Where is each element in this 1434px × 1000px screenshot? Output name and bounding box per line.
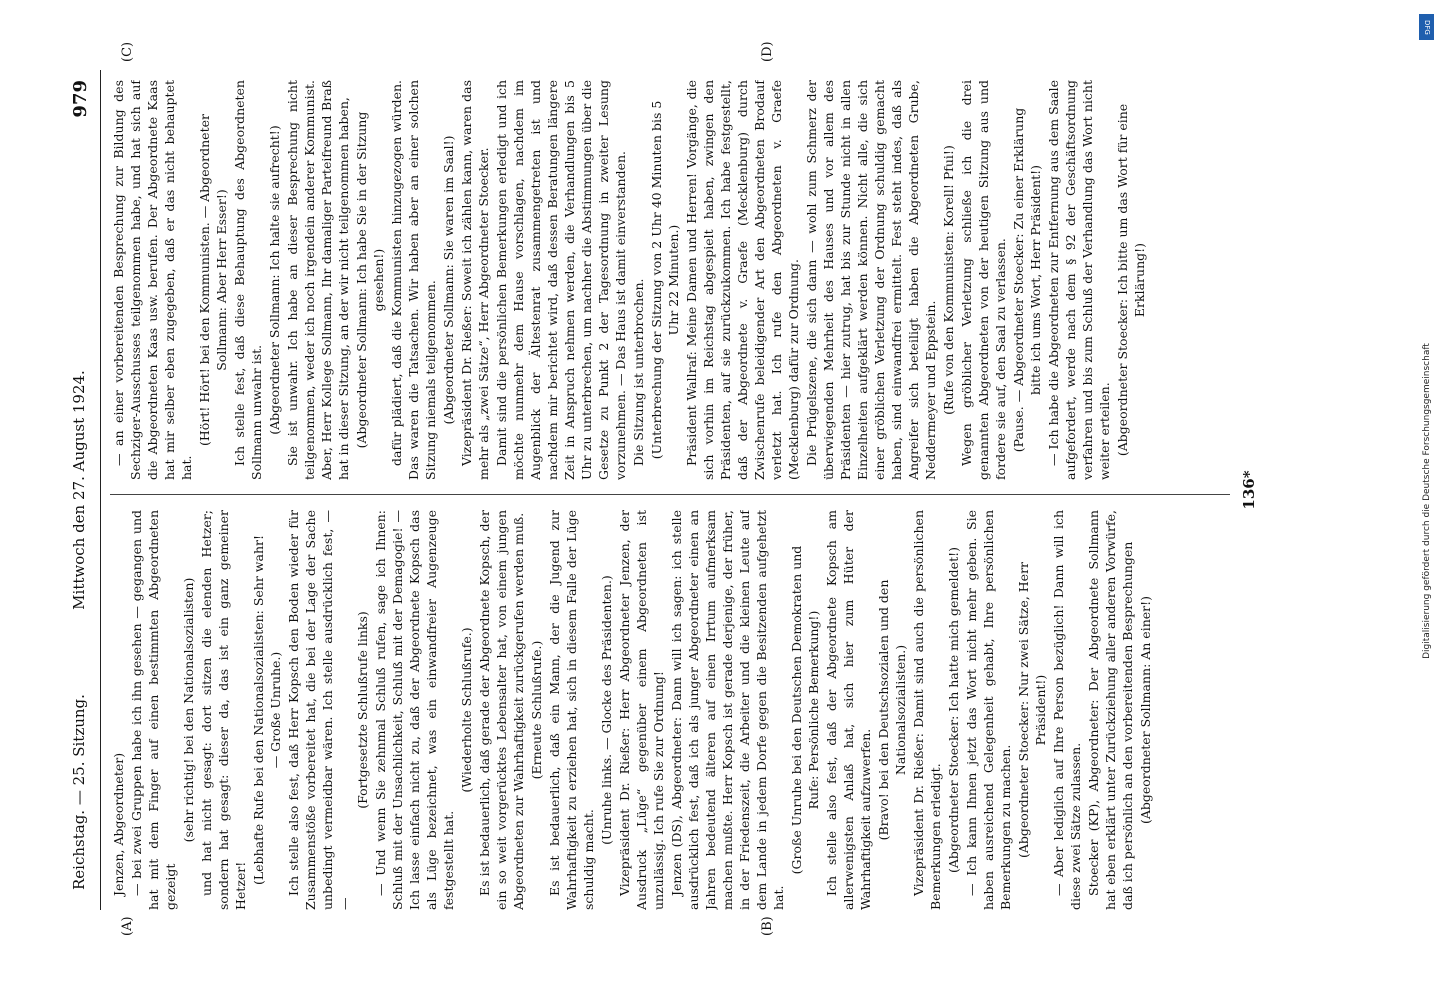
margin-mark-a: (A) [120,916,135,936]
column-divider [110,494,1230,495]
paragraph: Ich stelle also fest, daß Herr Kopsch den Boden wieder für Zusammenstöße vorbereitet hat, die bei der Lage der Sache unbedingt vermeidbar wären. Ich stelle ausdrücklich fest, — — [286,510,352,910]
side-margin [1418,6,1434,996]
paragraph: Die Prügelszene, die sich dann — wohl zum Schmerz der überwiegenden Mehrheit des Hauses und vor allem des Präsidenten — hier zutrug, hat bis zur Stunde nicht in allen Einzelheiten aufgeklärt werden können. Nicht alle, die sich einer gröblichen Verletzung der Ordnung schuldig gemacht haben, sind einwandfrei ermittelt. Fest steht indes, daß als Angreifer sich beteiligt haben die Abgeordneten Grube, Neddermeyer und Eppstein. [804,80,938,480]
paragraph: — Ich habe die Abgeordneten zur Entfernung aus dem Saale aufgefordert, werde nach dem § 92 der Geschäftsordnung verfahren und bis zum Schluß der Verhandlung das Wort nicht weiter erteilen. [1046,80,1112,480]
margin-mark-d: (D) [760,41,775,62]
paragraph: Ich stelle also fest, daß der Abgeordnete Kopsch am allerwenigsten Anlaß hat, sich hier zum Hüter der Wahrhaftigkeit aufzuwerfen. [824,510,873,910]
paragraph: (Lebhafte Rufe bei den Nationalsozialisten: Sehr wahr! — Große Unruhe.) [251,535,283,885]
paragraph: (Erneute Schlußrufe.) [529,640,544,780]
paragraph: (Abgeordneter Sollmann: An einer!) [1138,595,1153,825]
paragraph: Vizepräsident Dr. Rießer: Damit sind auch die persönlichen Bemerkungen erledigt. [911,510,943,910]
paragraph: (Abgeordneter Stoecker: Ich hatte mich gemeldet!) [946,547,961,873]
page-footer-signature: 136* [1240,470,1258,510]
rotated-page-canvas [0,41,1434,950]
paragraph: Sie ist unwahr. Ich habe an dieser Besprechung nicht teilgenommen, weder ich noch irgendein anderer Kommunist. Aber, Herr Kollege Sollmann, Ihr damaliger Parteifreund Braß hat in dieser Sitzung, an der wir nicht teilgenommen haben, [285,80,351,480]
paragraph: Die Sitzung ist unterbrochen. [631,278,646,466]
paragraph: Vizepräsident Dr. Rießer: Soweit ich zählen kann, waren das mehr als „zwei Sätze“, Herr Abgeordneter Stoecker. [459,80,491,480]
paragraph: (Abgeordneter Sollmann: Ich habe Sie in der Sitzung gesehen!) [354,111,386,449]
paragraph: (Hört! Hört! bei den Kommunisten. — Abgeordneter Sollmann: Aber Herr Esser!) [197,114,229,446]
paragraph: Ich stelle fest, daß diese Behauptung des Abgeordneten Sollmann unwahr ist. [232,80,264,480]
paragraph: — an einer vorbereitenden Besprechung zur Bildung des Sechziger-Ausschusses teilgenommen habe, und hat sich auf die Abgeordneten Kaas usw. berufen. Der Abgeordnete Kaas hat mir selber eben zugegeben, daß er das nicht behauptet hat. [111,80,194,480]
paragraph: (Große Unruhe bei den Deutschen Demokraten und Rufe: Persönliche Bemerkung!) [789,545,821,875]
page-number: 979 [70,80,91,118]
margin-mark-c: (C) [120,41,135,62]
paragraph: (sehr richtig! bei den Nationalsozialisten) [181,577,196,843]
margin-mark-b: (B) [760,916,775,936]
paragraph: Stoecker (KP), Abgeordneter: Der Abgeordnete Sollmann hat eben erklärt unter Zurückziehung aller anderen Vorwürfe, daß ich persönlich an den vorbereitenden Besprechungen [1086,510,1135,910]
header-date: Mittwoch den 27. August 1924. [70,370,88,610]
paragraph: (Abgeordneter Stoecker: Ich bitte um das Wort für eine Erklärung!) [1115,103,1147,457]
right-column [110,80,1230,480]
header-rule [100,70,101,910]
page-header [60,70,104,910]
paragraph: (Abgeordneter Sollmann: Ich halte sie aufrecht!) [267,125,282,435]
paragraph: (Unruhe links. — Glocke des Präsidenten.) [599,575,614,845]
paragraph: Es ist bedauerlich, daß gerade der Abgeordnete Kopsch, der ein so weit vorgerücktes Lebensalter hat, von einem jungen Abgeordneten zur Wahrhaftigkeit zurückgerufen werden muß. [477,510,526,910]
paragraph: (Abgeordneter Sollmann: Sie waren im Saal!) [441,135,456,425]
dfg-logo: DFG [1419,14,1434,40]
left-column [110,510,1230,910]
paragraph: (Bravo! bei den Deutschsozialen und den Nationalsozialisten.) [876,579,908,841]
paragraph: — bei zwei Gruppen habe ich ihn gesehen — gegangen und hat mit dem Finger auf einen bestimmten Abgeordneten gezeigt [129,510,178,910]
paragraph: — Aber lediglich auf Ihre Person bezüglich! Dann will ich diese zwei Sätze zulassen. [1051,510,1083,910]
paragraph: Wegen gröblicher Verletzung schließe ich die drei genannten Abgeordneten von der heutigen Sitzung aus und fordere sie auf, den Saal zu verlassen. [959,80,1008,480]
paragraph: Damit sind die persönlichen Bemerkungen erledigt und ich möchte nunmehr dem Hause vorschlagen, nachdem im Augenblick der Ältestenrat zusammengetreten ist und nachdem mir berichtet wird, daß dessen Beratungen längere Zeit in Anspruch nehmen werden, die Verhandlungen bis 5 Uhr zu unterbrechen, um nachher die Abstimmungen über die Gesetze zu Punkt 2 der Tagesordnung in zweiter Lesung vorzunehmen. — Das Haus ist damit einverstanden. [494,80,628,480]
paragraph: (Abgeordneter Stoecker: Nur zwei Sätze, Herr Präsident!) [1016,561,1048,859]
paragraph: — Ich kann Ihnen jetzt das Wort nicht mehr geben. Sie haben ausreichend Gelegenheit gehabt, Ihre persönlichen Bemerkungen zu machen. [964,510,1013,910]
paragraph: — Und wenn Sie zehnmal Schluß rufen, sage ich Ihnen: Schluß mit der Unsachlichkeit, Schluß mit der Demagogie! — Ich lasse einfach nicht zu, daß der Abgeordnete Kopsch das als Lüge bezeichnet, was ein einwandfreier Augenzeuge festgestellt hat. [373,510,456,910]
digitization-note: Digitalisierung gefördert durch die Deutsche Forschungsgemeinschaft [1422,343,1432,659]
document-page [60,41,1350,936]
paragraph: (Unterbrechung der Sitzung von 2 Uhr 40 Minuten bis 5 Uhr 22 Minuten.) [649,100,681,460]
paragraph: (Fortgesetzte Schlußrufe links) [355,611,370,809]
paragraph: (Wiederholte Schlußrufe.) [459,627,474,793]
paragraph: Es ist bedauerlich, daß ein Mann, der die Jugend zur Wahrhaftigkeit zu erziehen hat, sich in diesem Falle der Lüge schuldig macht. [547,510,596,910]
paragraph: (Rufe von den Kommunisten: Korell! Pfui!) [941,145,956,415]
paragraph: (Pause. — Abgeordneter Stoecker: Zu einer Erklärung bitte ich ums Wort, Herr Präsident!) [1011,107,1043,453]
paragraph: Präsident Wallraf: Meine Damen und Herren! Vorgänge, die sich vorhin im Reichstag abgespielt haben, zwingen den Präsidenten, auf sie zurückzukommen. Ich habe festgestellt, daß der Abgeordnete v. Graefe (Mecklenburg) durch Zwischenrufe beleidigender Art den Abgeordneten Brodauf verletzt hat. Ich rufe den Abgeordneten v. Graefe (Mecklenburg) dafür zur Ordnung. [684,80,801,480]
paragraph: dafür plädiert, daß die Kommunisten hinzugezogen würden. Das waren die Tatsachen. Wir haben aber an einer solchen Sitzung niemals teilgenommen. [389,80,438,480]
paragraph: Jenzen (DS), Abgeordneter: Dann will ich sagen: ich stelle ausdrücklich fest, daß ich als junger Abgeordneter einen an Jahren bedeutend älteren auf einen Irrtum aufmerksam machen mußte. Herr Kopsch ist gerade derjenige, der früher, in der Friedenszeit, die Arbeiter und die kleinen Leute auf dem Lande in jedem Dorfe gegen die Besitzenden aufgehetzt hat. [669,510,786,910]
paragraph: Vizepräsident Dr. Rießer: Herr Abgeordneter Jenzen, der Ausdruck „Lüge“ gegenüber einem Abgeordneten ist unzulässig. Ich rufe Sie zur Ordnung! [617,510,666,910]
header-session: Reichstag. — 25. Sitzung. [70,694,88,890]
paragraph: Jenzen, Abgeordneter) [111,752,126,896]
paragraph: und hat nicht gesagt: dort sitzen die elenden Hetzer; sondern hat gesagt: dieser da, das ist ein ganz gemeiner Hetzer! [199,510,248,910]
